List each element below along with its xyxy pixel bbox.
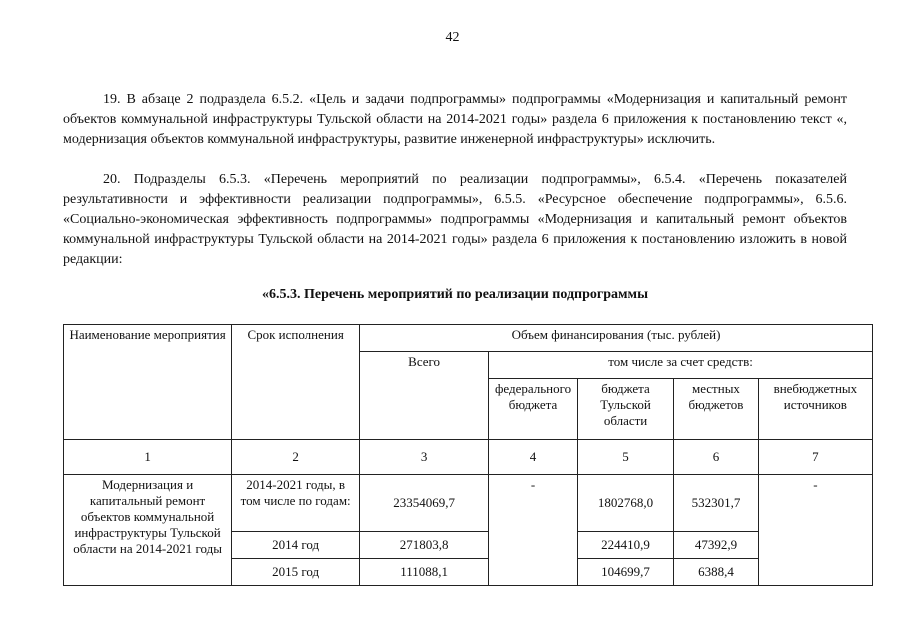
federal-cell: -: [489, 475, 578, 586]
offbudget-cell: -: [758, 475, 872, 586]
term-cell: 2014-2021 годы, в том числе по годам:: [232, 475, 360, 532]
regional-cell: 224410,9: [577, 532, 673, 559]
col-number: 1: [64, 440, 232, 475]
col-number: 4: [489, 440, 578, 475]
header-offbudget: внебюджетных источников: [758, 379, 872, 440]
local-cell: 532301,7: [674, 475, 759, 532]
col-number: 3: [360, 440, 489, 475]
header-local: местных бюджетов: [674, 379, 759, 440]
col-number: 7: [758, 440, 872, 475]
col-number: 6: [674, 440, 759, 475]
activities-table: [63, 324, 873, 586]
header-term: Срок исполнения: [232, 325, 360, 440]
paragraph-20: [63, 170, 847, 270]
col-number: 2: [232, 440, 360, 475]
paragraph-20-text: 20. Подразделы 6.5.3. «Перечень мероприятий по реализации подпрограммы», 6.5.4. «Перечень показателей результативности и эффективности реализации подпрограммы», 6.5.5. «Ресурсное обеспечение подпрограммы», 6.5.6. «Социально-экономическая эффективность подпрограммы» подпрограммы «Модернизация и капитальный ремонт объектов коммунальной инфраструктуры Тульской области на 2014-2021 годы» раздела 6 приложения к постановлению изложить в новой редакции:: [63, 172, 847, 267]
header-name: Наименование мероприятия: [64, 325, 232, 440]
header-federal: федерального бюджета: [489, 379, 578, 440]
col-number: 5: [577, 440, 673, 475]
term-cell: 2014 год: [232, 532, 360, 559]
section-heading: «6.5.3. Перечень мероприятий по реализации подпрограммы: [261, 287, 649, 302]
event-name-cell: Модернизация и капитальный ремонт объектов коммунальной инфраструктуры Тульской области на 2014-2021 годы: [64, 475, 232, 586]
paragraph-19-text: 19. В абзаце 2 подраздела 6.5.2. «Цель и задачи подпрограммы» подпрограммы «Модернизация и капитальный ремонт объектов коммунальной инфраструктуры Тульской области на 2014-2021 годы» раздела 6 приложения к постановлению текст «, модернизация объектов коммунальной инфраструктуры, развитие инженерной инфраструктуры» исключить.: [63, 92, 847, 147]
regional-cell: 104699,7: [577, 559, 673, 586]
term-cell: 2015 год: [232, 559, 360, 586]
paragraph-19: [63, 90, 847, 150]
total-cell: 111088,1: [360, 559, 489, 586]
total-cell: 271803,8: [360, 532, 489, 559]
total-cell: 23354069,7: [360, 475, 489, 532]
header-total: Всего: [360, 352, 489, 440]
local-cell: 47392,9: [674, 532, 759, 559]
page-number: 42: [445, 30, 460, 45]
regional-cell: 1802768,0: [577, 475, 673, 532]
header-including: том числе за счет средств:: [489, 352, 873, 379]
local-cell: 6388,4: [674, 559, 759, 586]
header-regional: бюджета Тульской области: [577, 379, 673, 440]
header-funding: Объем финансирования (тыс. рублей): [360, 325, 873, 352]
